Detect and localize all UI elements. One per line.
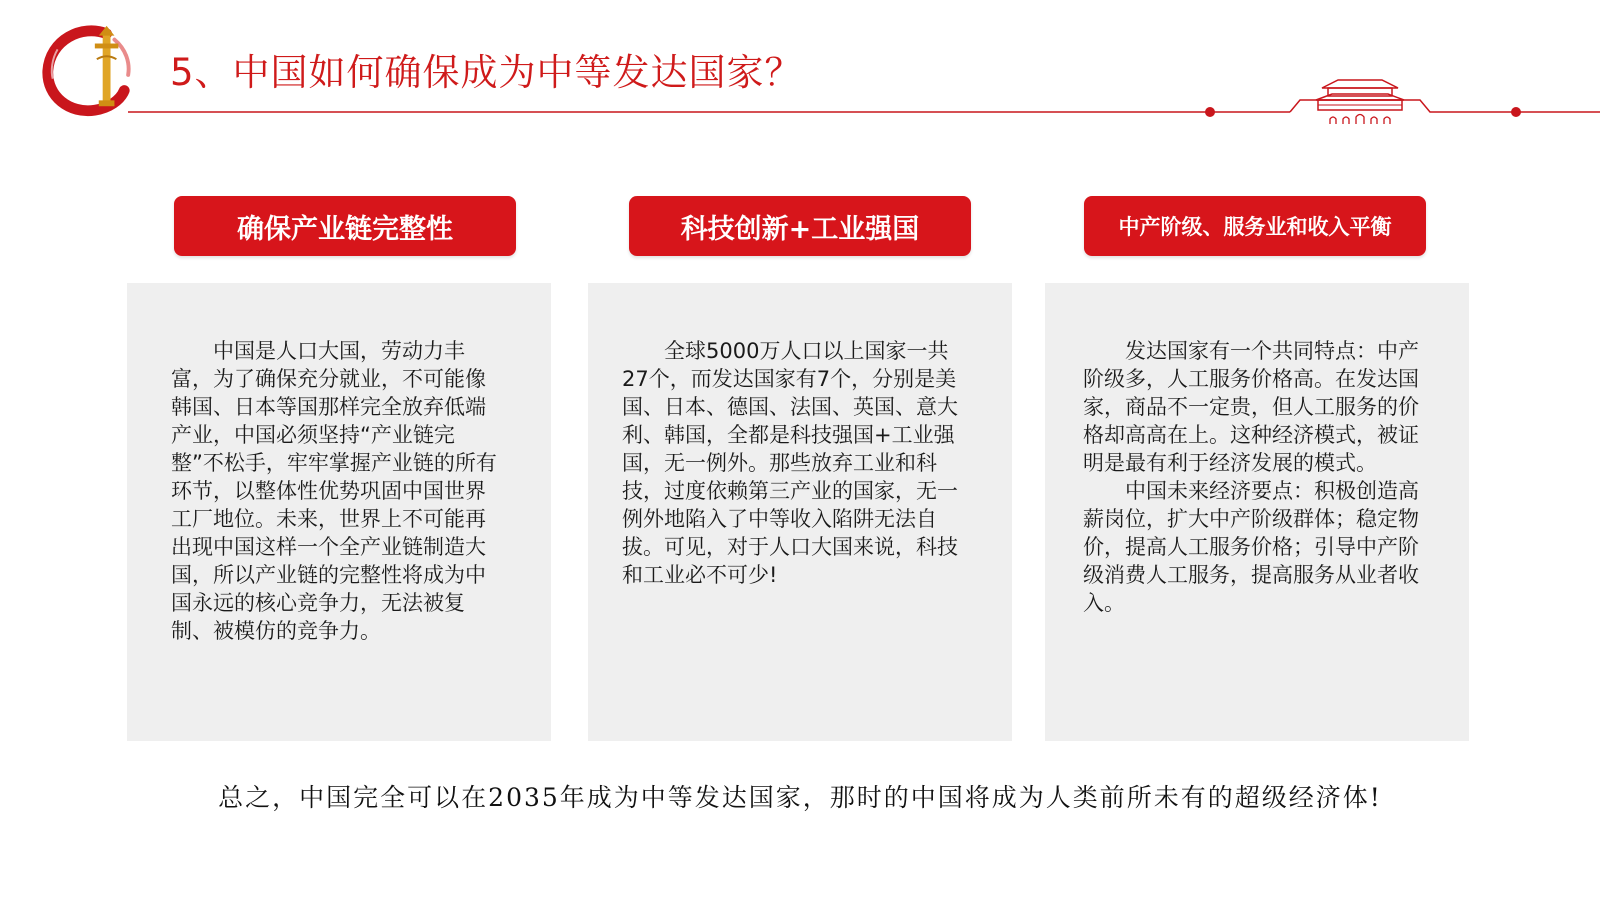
- card-body-middle-class: [1045, 283, 1469, 741]
- summary-text: 总之，中国完全可以在2035年成为中等发达国家，那时的中国将成为人类前所未有的超级经济体!: [218, 783, 1382, 812]
- tiananmen-gate-icon: [0, 70, 1600, 130]
- card-body-tech-innovation: [588, 283, 1012, 741]
- card-body-industrial-chain: [127, 283, 551, 741]
- card-paragraph: 发达国家有一个共同特点：中产阶级多，人工服务价格高。在发达国家，商品不一定贵，但人工服务的价格却高高在上。这种经济模式，被证明是最有利于经济发展的模式。: [1083, 339, 1419, 475]
- card-title-tech-innovation: 科技创新+工业强国: [629, 196, 971, 256]
- card-title-industrial-chain: 确保产业链完整性: [174, 196, 516, 256]
- card-title-middle-class: 中产阶级、服务业和收入平衡: [1084, 196, 1426, 256]
- card-paragraph: 全球5000万人口以上国家一共27个，而发达国家有7个，分别是美国、日本、德国、法国、英国、意大利、韩国，全都是科技强国+工业强国，无一例外。那些放弃工业和科技，过度依赖第三产业的国家，无一例外地陷入了中等收入陷阱无法自拔。可见，对于人口大国来说，科技和工业必不可少!: [622, 339, 958, 587]
- card-paragraph: 中国是人口大国，劳动力丰富，为了确保充分就业，不可能像韩国、日本等国那样完全放弃低端产业，中国必须坚持“产业链完整”不松手，牢牢掌握产业链的所有环节，以整体性优势巩固中国世界工厂地位。未来，世界上不可能再出现中国这样一个全产业链制造大国，所以产业链的完整性将成为中国永远的核心竞争力，无法被复制、被模仿的竞争力。: [171, 339, 497, 643]
- page-title: 5、中国如何确保成为中等发达国家？: [170, 51, 803, 94]
- card-paragraph: 中国未来经济要点：积极创造高薪岗位，扩大中产阶级群体；稳定物价，提高人工服务价格；引导中产阶级消费人工服务，提高服务从业者收入。: [1083, 479, 1419, 615]
